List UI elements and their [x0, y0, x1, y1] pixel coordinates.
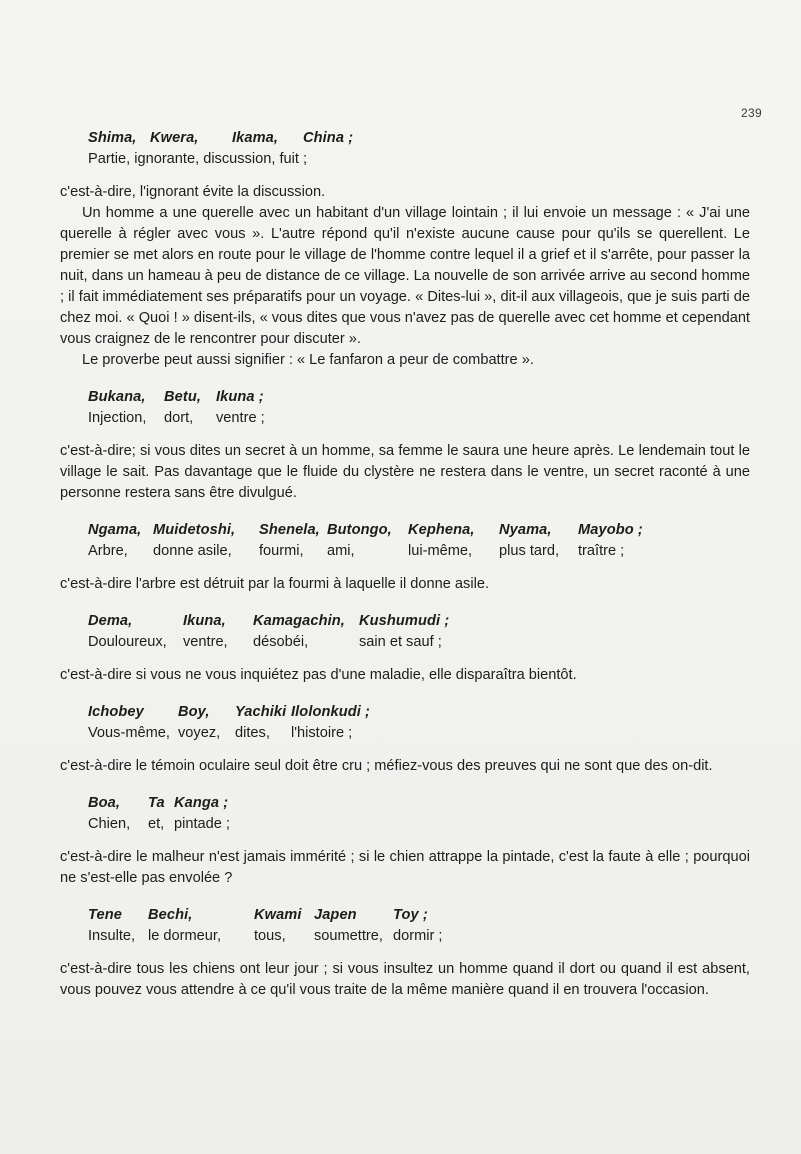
native-word: Toy ;: [393, 907, 428, 923]
proverb-7: [88, 905, 750, 947]
native-word: Boy,: [178, 704, 210, 720]
proverb-3: [88, 520, 750, 562]
native-word: Bechi,: [148, 907, 193, 923]
translation-word: dort,: [164, 410, 194, 426]
translation-word: fourmi,: [259, 543, 304, 559]
native-word: Betu,: [164, 389, 201, 405]
native-word: Nyama,: [499, 522, 552, 538]
translation-word: Vous-même,: [88, 725, 170, 741]
translation-word: ami,: [327, 543, 355, 559]
proverb-1-native: [88, 128, 750, 149]
paragraph: c'est-à-dire l'arbre est détruit par la fourmi à laquelle il donne asile.: [60, 576, 490, 592]
native-word: Shima,: [88, 130, 137, 146]
paragraph: c'est-à-dire le témoin oculaire seul doit être cru ; méfiez-vous des preuves qui ne sont que des on-dit.: [60, 758, 713, 774]
translation-word: pintade ;: [174, 816, 230, 832]
translation-word: lui-même,: [408, 543, 473, 559]
native-word: Ichobey: [88, 704, 144, 720]
paragraph: c'est-à-dire le malheur n'est jamais immérité ; si le chien attrappe la pintade, c'est la faute à elle ; pourquoi ne s'est-elle pas envolée ?: [60, 849, 750, 886]
translation-word: plus tard,: [499, 543, 560, 559]
native-word: China ;: [303, 130, 354, 146]
proverb-2-translation: [88, 408, 750, 429]
proverb-5-translation: [88, 723, 750, 744]
native-word: Kephena,: [408, 522, 475, 538]
page-number: 239: [741, 106, 762, 120]
native-word: Kwera,: [150, 130, 199, 146]
paragraph: c'est-à-dire si vous ne vous inquiétez pas d'une maladie, elle disparaîtra bientôt.: [60, 667, 577, 683]
native-word: Bukana,: [88, 389, 146, 405]
native-word: Kushumudi ;: [359, 613, 450, 629]
native-word: Mayobo ;: [578, 522, 643, 538]
native-word: Japen: [314, 907, 357, 923]
translation-line: Partie, ignorante, discussion, fuit ;: [88, 151, 308, 167]
translation-word: Injection,: [88, 410, 147, 426]
translation-word: désobéi,: [253, 634, 309, 650]
translation-word: ventre ;: [216, 410, 265, 426]
proverb-4: [88, 611, 750, 653]
paragraph: c'est-à-dire; si vous dites un secret à un homme, sa femme le saura une heure après. Le lendemain tout le village le sait. Pas davantage que le fluide du clystère ne restera dans le ventre, un secret raconté à une personne restera sans être divulgué.: [60, 443, 750, 501]
paragraph: c'est-à-dire, l'ignorant évite la discussion.: [60, 184, 326, 200]
translation-word: soumettre,: [314, 928, 383, 944]
proverb-4-native: [88, 611, 750, 632]
page-body: [60, 128, 750, 1001]
translation-word: et,: [148, 816, 165, 832]
native-word: Dema,: [88, 613, 133, 629]
native-word: Kanga ;: [174, 795, 229, 811]
translation-word: dormir ;: [393, 928, 443, 944]
translation-word: tous,: [254, 928, 286, 944]
translation-word: traître ;: [578, 543, 625, 559]
proverb-7-translation: [88, 926, 750, 947]
proverb-7-native: [88, 905, 750, 926]
proverb-6-translation: [88, 814, 750, 835]
native-word: Shenela,: [259, 522, 320, 538]
native-word: Kwami: [254, 907, 302, 923]
paragraph: c'est-à-dire tous les chiens ont leur jour ; si vous insultez un homme quand il dort ou quand il est absent, vous pouvez vous attendre à ce qu'il vous traite de la même manière quand il en trouvera l'occasion.: [60, 961, 750, 998]
native-word: Ikama,: [232, 130, 279, 146]
native-word: Kamagachin,: [253, 613, 345, 629]
paragraph: Le proverbe peut aussi signifier : « Le fanfaron a peur de combattre ».: [82, 352, 534, 368]
proverb-3-native: [88, 520, 750, 541]
translation-word: l'histoire ;: [291, 725, 353, 741]
proverb-2-native: [88, 387, 750, 408]
translation-word: sain et sauf ;: [359, 634, 442, 650]
translation-word: ventre,: [183, 634, 228, 650]
native-word: Boa,: [88, 795, 121, 811]
translation-word: donne asile,: [153, 543, 232, 559]
translation-word: le dormeur,: [148, 928, 222, 944]
proverb-3-translation: [88, 541, 750, 562]
translation-word: dites,: [235, 725, 270, 741]
translation-word: Arbre,: [88, 543, 128, 559]
native-word: Ta: [148, 795, 165, 811]
paragraph: Un homme a une querelle avec un habitant d'un village lointain ; il lui envoie un message : « J'ai une querelle à régler avec vous ». L'autre répond qu'il n'existe aucune cause pour qu'ils se querellent. Le premier se met alors en route pour le village de l'homme contre lequel il a grief et il s'arrête, pour passer la nuit, dans un hameau à peu de distance de ce village. La nouvelle de son arrivée arrive au second homme ; il fait immédiatement ses préparatifs pour un voyage. « Dites-lui », dit-il aux villageois, que je suis parti de chez moi. « Quoi ! » disent-ils, « vous dites que vous n'avez pas de querelle avec cet homme et cependant vous craignez de le rencontrer pour discuter ».: [60, 205, 750, 347]
native-word: Tene: [88, 907, 122, 923]
proverb-5-native: [88, 702, 750, 723]
proverb-1: [88, 128, 750, 170]
native-word: Yachiki: [235, 704, 287, 720]
translation-word: Douloureux,: [88, 634, 167, 650]
native-word: Butongo,: [327, 522, 392, 538]
proverb-6: [88, 793, 750, 835]
native-word: Ilolonkudi ;: [291, 704, 371, 720]
native-word: Ngama,: [88, 522, 142, 538]
native-word: Ikuna ;: [216, 389, 264, 405]
translation-word: Chien,: [88, 816, 131, 832]
proverb-2: [88, 387, 750, 429]
proverb-5: [88, 702, 750, 744]
translation-word: Insulte,: [88, 928, 136, 944]
translation-word: voyez,: [178, 725, 221, 741]
proverb-6-native: [88, 793, 750, 814]
native-word: Ikuna,: [183, 613, 226, 629]
proverb-4-translation: [88, 632, 750, 653]
proverb-1-translation: [88, 149, 750, 170]
native-word: Muidetoshi,: [153, 522, 236, 538]
